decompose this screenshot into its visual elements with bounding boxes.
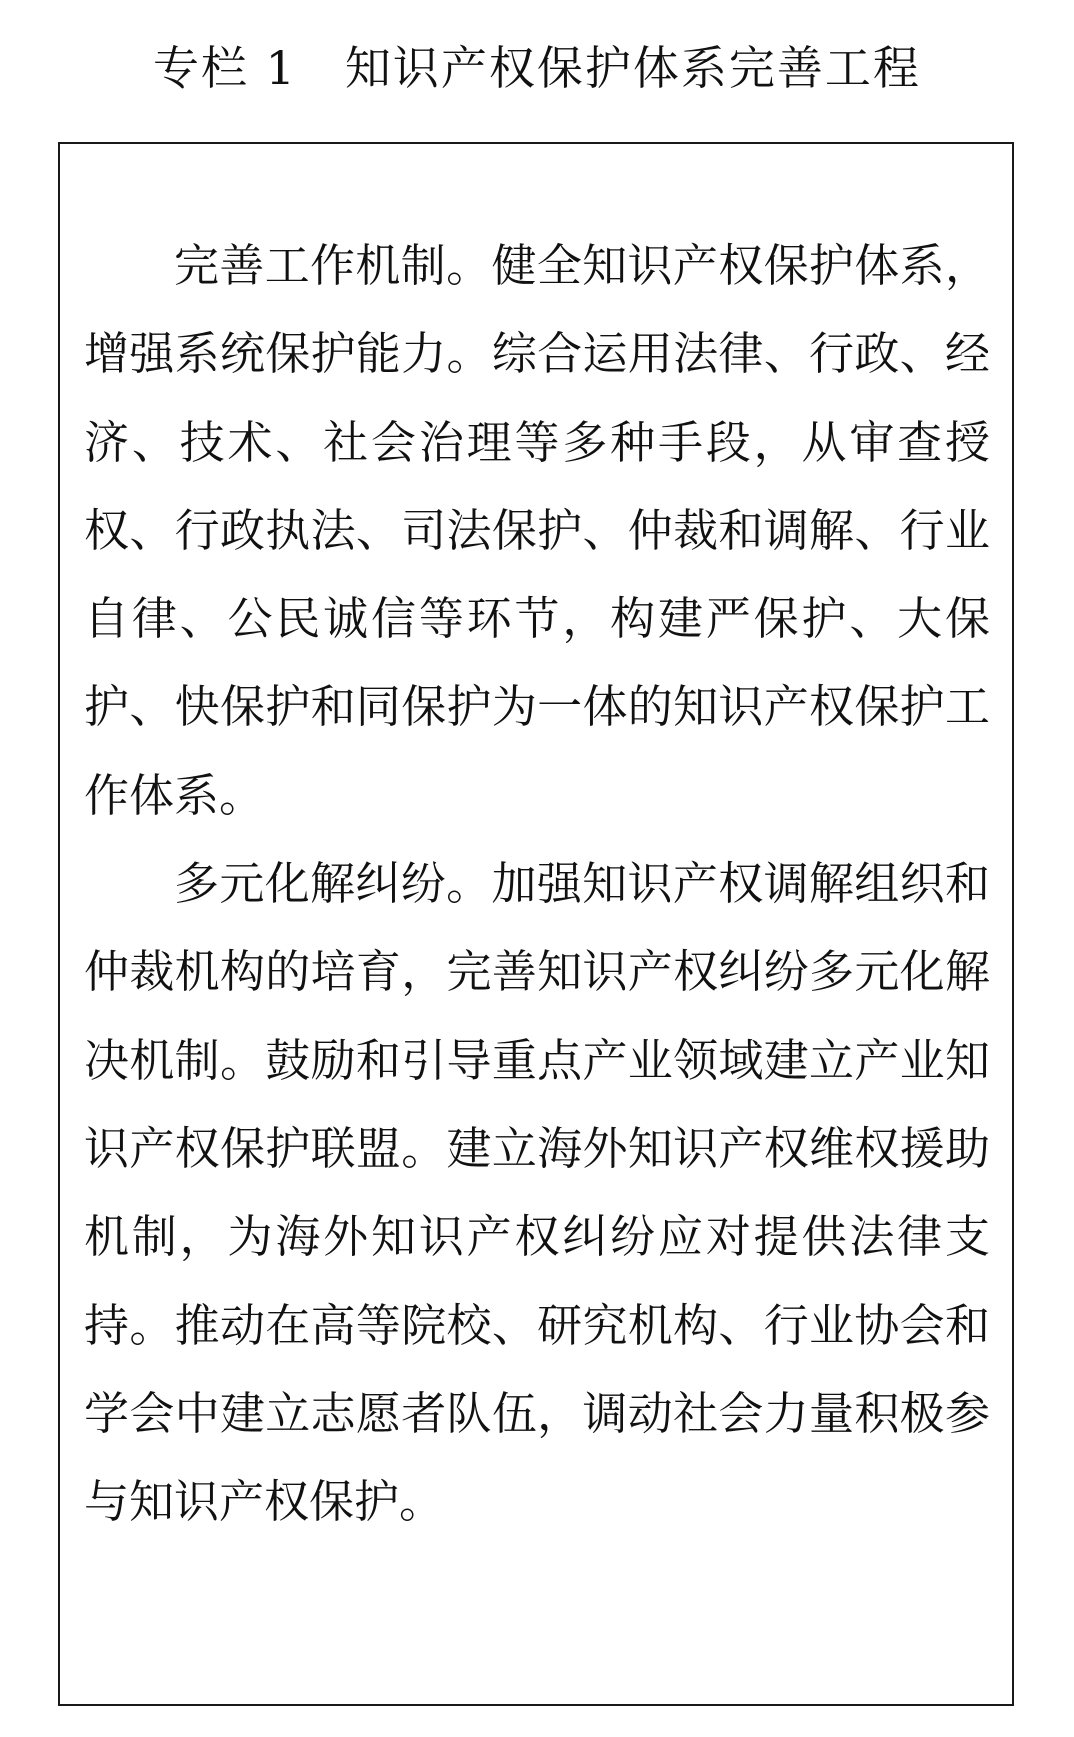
column-box bbox=[58, 142, 1014, 1706]
paragraph-dispute-resolution: 多元化解纠纷。加强知识产权调解组织和仲裁机构的培育，完善知识产权纠纷多元化解决机制。鼓励和引导重点产业领域建立产业知识产权保护联盟。建立海外知识产权维权援助机制，为海外知识产权纠纷应对提供法律支持。推动在高等院校、研究机构、行业协会和学会中建立志愿者队伍，调动社会力量积极参与知识产权保护。 bbox=[84, 857, 990, 1529]
page-title: 专栏 1 知识产权保护体系完善工程 bbox=[153, 41, 921, 95]
paragraph-work-mechanism: 完善工作机制。健全知识产权保护体系，增强系统保护能力。综合运用法律、行政、经济、技术、社会治理等多种手段，从审查授权、行政执法、司法保护、仲裁和调解、行业自律、公民诚信等环节，构建严保护、大保护、快保护和同保护为一体的知识产权保护工作体系。 bbox=[84, 239, 990, 822]
column-content bbox=[84, 222, 990, 1546]
